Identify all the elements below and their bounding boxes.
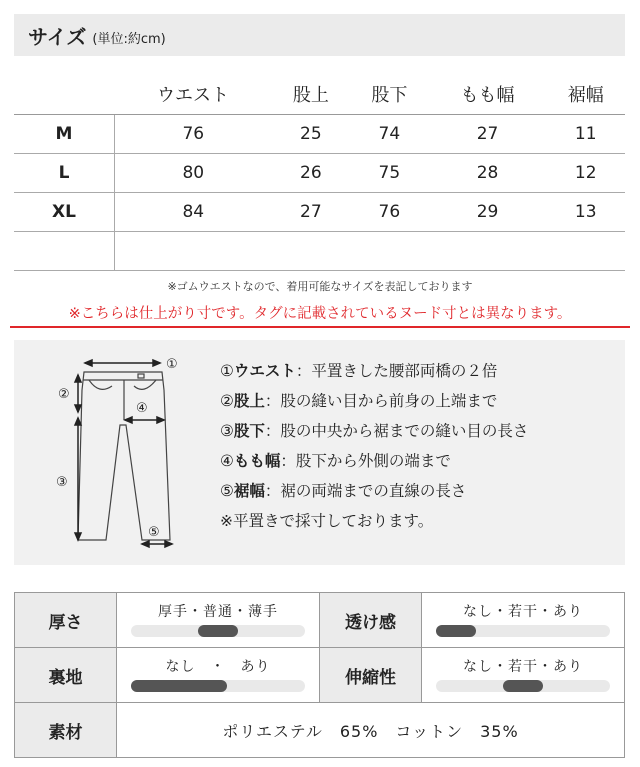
- measurement-legend: [220, 356, 528, 536]
- table-cell: 75: [350, 154, 429, 193]
- size-unit: (単位:約cm): [92, 31, 166, 47]
- table-cell: 80: [115, 154, 272, 193]
- transparency-bar: [436, 625, 610, 637]
- col-thigh: もも幅: [429, 74, 547, 115]
- size-label: M: [14, 115, 115, 154]
- table-row: [14, 154, 625, 193]
- table-cell: 29: [429, 193, 547, 232]
- table-cell: 84: [115, 193, 272, 232]
- lining-bar: [131, 680, 305, 692]
- stretch-scale: [421, 648, 624, 703]
- col-hem: 裾幅: [546, 74, 625, 115]
- thickness-label: 厚さ: [15, 593, 117, 648]
- table-cell: 76: [115, 115, 272, 154]
- size-label: L: [14, 154, 115, 193]
- stretch-indicator: [503, 680, 543, 692]
- finished-size-warning: ※こちらは仕上がり寸です。タグに記載されているヌード寸とは異なります。: [10, 302, 630, 328]
- stretch-label: 伸縮性: [319, 648, 421, 703]
- size-header: [14, 14, 625, 56]
- marker-3: ③: [56, 475, 68, 490]
- table-cell: 76: [350, 193, 429, 232]
- table-row: [14, 115, 625, 154]
- size-title: サイズ: [28, 24, 87, 49]
- transparency-scale: [421, 593, 624, 648]
- stretch-bar: [436, 680, 610, 692]
- table-cell: 12: [546, 154, 625, 193]
- legend-item: ④もも幅：股下から外側の端まで: [220, 452, 451, 470]
- col-inseam: 股下: [350, 74, 429, 115]
- thickness-bar: [131, 625, 305, 637]
- elastic-waist-note: ※ゴムウエストなので、着用可能なサイズを表記しております: [167, 280, 473, 293]
- size-table: [14, 74, 625, 271]
- stretch-options: なし・若干・あり: [462, 659, 583, 675]
- table-cell: 26: [272, 154, 351, 193]
- material-label: 素材: [15, 703, 117, 758]
- col-rise: 股上: [272, 74, 351, 115]
- lining-options: なし ・ あり: [165, 659, 271, 675]
- table-row-empty: [14, 232, 625, 271]
- table-cell: 11: [546, 115, 625, 154]
- size-label: XL: [14, 193, 115, 232]
- lining-indicator: [131, 680, 227, 692]
- marker-4: ④: [136, 401, 148, 416]
- table-cell: 27: [272, 193, 351, 232]
- material-value: ポリエステル 65% コットン 35%: [117, 703, 625, 758]
- table-row: [14, 193, 625, 232]
- lining-scale: [117, 648, 320, 703]
- transparency-options: なし・若干・あり: [462, 604, 583, 620]
- property-table: [14, 592, 625, 758]
- marker-2: ②: [58, 387, 70, 402]
- table-cell: 25: [272, 115, 351, 154]
- table-cell: 13: [546, 193, 625, 232]
- col-waist: ウエスト: [115, 74, 272, 115]
- lining-label: 裏地: [15, 648, 117, 703]
- table-cell: 27: [429, 115, 547, 154]
- legend-item: ③股下：股の中央から裾までの縫い目の長さ: [220, 422, 529, 440]
- table-cell: 28: [429, 154, 547, 193]
- pants-diagram: [54, 350, 204, 555]
- marker-5: ⑤: [148, 525, 160, 540]
- size-table-header: [14, 74, 625, 115]
- thickness-indicator: [198, 625, 238, 637]
- transparency-label: 透け感: [319, 593, 421, 648]
- thickness-scale: [117, 593, 320, 648]
- table-cell: 74: [350, 115, 429, 154]
- legend-item: ①ウエスト：平置きした腰部両橋の２倍: [220, 362, 498, 380]
- legend-footnote: ※平置きで採寸しております。: [220, 512, 434, 530]
- thickness-options: 厚手・普通・薄手: [157, 604, 278, 620]
- pants-outline: [78, 372, 170, 540]
- legend-item: ⑤裾幅：裾の両端までの直線の長さ: [220, 482, 467, 500]
- marker-1: ①: [166, 357, 178, 372]
- transparency-indicator: [436, 625, 476, 637]
- legend-item: ②股上：股の縫い目から前身の上端まで: [220, 392, 498, 410]
